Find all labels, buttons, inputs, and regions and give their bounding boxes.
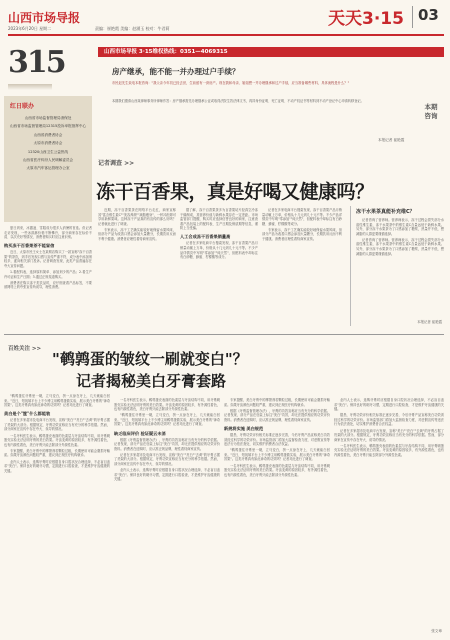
lower-sub-1: 美白是个"筐"什么都能装 [4,411,51,417]
partners-title: 红日联办 [10,103,35,110]
lead-kicker: 记者调查 >> [98,160,135,167]
lead-title: 冻干百香果，真是好喝又健康吗？ [96,181,374,203]
masthead-editors: 责编：崔艳霞 美编：赵涵玉 校对：牛君莉 [95,26,170,31]
sidebar-title: 冻干水果茶真能补充维C？ [356,209,415,215]
partner-item: 太原市消费者协会 [33,141,63,146]
lead-body-2b: 记者在多家电商平台搜索发现，冻干百香果产品月销量动辄上万单，价格从十几元到几十元不等。不少产品详情页中写明"零添加""纯天然"，但配料表中却标注有白砂糖、蜂蜜、柠檬酸等成分。 [180,241,258,260]
masthead-paper-name: 山西市场导报 [8,11,81,25]
partners-list [6,114,90,173]
logo-315 [8,44,65,92]
lower-col-4: 业内人士表示，选购牙膏时应根据自身口腔状况合理选择，不必盲目追求"美白"。保持良好的刷牙习惯，定期进行口腔检查，才是维护牙齿健康的关键。 据悉，牙膏功效评价相关标准正逐步完善，今后牙膏产品宣称美白功效须经过科学的功效评价。市场监管部门将加大监督检查力度，对虚假宣传等违法行为依法查处，切实维护消费者合法权益。 记者在多家超市及电商平台发现，宣称"美白""亮白""去黄"的牙膏占据了货架的大部分。根据规定，牙膏功效宣称应当有充分的科学依据。然而，部分商家在宣传中存在夸大、误导的情况。 一名牙科医生表示，鹌鹑蛋壳表面的色素层与牙齿结构不同，用牙膏刷蛋壳实验无法证明牙膏的美白效果。牙齿变黄的原因较多，有外源性着色，也有内源性着色，美白牙膏只能去除部分外源性色素。 张文章 [334,398,444,633]
lower-kicker: 百姓关注 >> [8,346,42,352]
lower-col-3: 专家提醒，美白牙膏中的摩擦剂若颗粒过粗，长期使用可能会磨损牙釉质。如果牙齿颜色问题较严重，建议到正规医疗机构就诊。 根据《牙膏监督管理办法》，牙膏的功效宣称应当有充分的科学依据。记者发现，部分产品在包装上标注"美白"功效，却无法提供相应的功效评价资料。消费者在选购时，应认准正规品牌，理性看待商家宣传。 新规将实施 美白规范 据悉，牙膏功效评价相关标准正逐步完善，今后牙膏产品宣称美白功效须经过科学的功效评价。市场监管部门将加大监督检查力度，对虚假宣传等违法行为依法查处，切实维护消费者合法权益。 "鹌鹑蛋往牙膏里一刷，立马变白，挤一点涂在牙上，几天就能白回来。"近日，短视频平台上不少博主用鹌鹑蛋做实验，展示美白牙膏的"神奇效果"。这类牙膏真有如此神奇的功效吗？记者对此进行了调查。 一名牙科医生表示，鹌鹑蛋壳表面的色素层与牙齿结构不同，用牙膏刷蛋壳实验无法证明牙膏的美白效果。牙齿变黄的原因较多，有外源性着色，也有内源性着色，美白牙膏只能去除部分外源性色素。 [224,398,330,477]
masthead-divider [412,6,413,28]
lower-col4-body: 业内人士表示，选购牙膏时应根据自身口腔状况合理选择，不必盲目追求"美白"。保持良好的刷牙习惯，定期进行口腔检查，才是维护牙齿健康的关键。 [334,398,444,412]
lower-col-1: "鹌鹑蛋往牙膏里一刷，立马变白，挤一点涂在牙上，几天就能白回来。"近日，短视频平台上不少博主用鹌鹑蛋做实验，展示美白牙膏的"神奇效果"。这类牙膏真有如此神奇的功效吗？记者对此进行了调查。 美白是个"筐"什么都能装 记者在多家超市及电商平台发现，宣称"美白""亮白""去黄"的牙膏占据了货架的大部分。根据规定，牙膏功效宣称应当有充分的科学依据。然而，部分商家在宣传中存在夸大、误导的情况。 一名牙科医生表示，鹌鹑蛋壳表面的色素层与牙齿结构不同，用牙膏刷蛋壳实验无法证明牙膏的美白效果。牙齿变黄的原因较多，有外源性着色，也有内源性着色，美白牙膏只能去除部分外源性色素。 专家提醒，美白牙膏中的摩擦剂若颗粒过粗，长期使用可能会磨损牙釉质。如果牙齿颜色问题较严重，建议到正规医疗机构就诊。 业内人士表示，选购牙膏时应根据自身口腔状况合理选择，不必盲目追求"美白"。保持良好的刷牙习惯，定期进行口腔检查，才是维护牙齿健康的关键。 [4,394,110,473]
left-head: 购买冻干百香果茶不能盲信 [4,243,55,249]
lower-title-line1: "鹌鹑蛋的皱纹一刷就变白"？ [52,350,248,368]
consult-feature [98,60,444,148]
lower-byline: 张文章 [431,629,442,633]
lead-body-3a: 记者在多家电商平台搜索发现，冻干百香果产品月销量动辄上万单，价格从十几元到几十元不等。不少产品详情页中写明"零添加""纯天然"，但配料表中却标注有白砂糖、蜂蜜、柠檬酸等成分。 [262,208,342,226]
lead-body-1b: 专家表示，冻干工艺确实能较好地保留水果风味，但部分产品为改善口感会添加大量糖分，长期饮用反而不利于健康。消费者应理性看待商家宣传。 [98,227,176,242]
left-article [4,226,92,330]
partner-item: 山西省市场监督管理局消保处 [24,116,72,120]
left-body: 近日，太原市民王女士在某网店购买了一款宣称"冻干百香果"的茶饮，到手后发现口感与宣传严重不符，成分表中添加剂较多，遂向相关部门投诉。记者调查发现，此类产品普遍存在夸大宣传问题。 1.看配料表，选择原料简单、添加剂少的产品；2.看生产许可证和生产日期；3.通过正规渠道购买。 消费者在购买冻干类饮品时，应仔细查看产品标签，不要被网络上的夸张宣传所误导，理性消费。 [4,250,92,290]
lower-title-line2: 记者揭秘美白牙膏套路 [76,372,227,390]
lead-body-3b: 专家表示，冻干工艺确实能较好地保留水果风味，但部分产品为改善口感会添加大量糖分，长期饮用反而不利于健康。消费者应理性看待商家宣传。 [262,227,342,242]
logo-text: 315 [8,45,65,80]
lower-col1-body-b: 记者在多家超市及电商平台发现，宣称"美白""亮白""去黄"的牙膏占据了货架的大部分。根据规定，牙膏功效宣称应当有充分的科学依据。然而，部分商家在宣传中存在夸大、误导的情况。 [4,418,110,432]
lower-col2-body-b: 根据《牙膏监督管理办法》，牙膏的功效宣称应当有充分的科学依据。记者发现，部分产品在包装上标注"美白"功效，却无法提供相应的功效评价资料。消费者在选购时，应认准正规品牌，理性看待商家宣传。 [114,437,220,451]
sidebar-byline: 本报记者 崔艳霞 [417,320,442,324]
partner-item: 山西省消费者协会 [33,132,63,137]
partner-item: 山西省医疗纠纷人民调解委员会 [22,158,74,163]
section-divider [4,334,444,335]
sidebar-body: 记者咨询了营养师。营养师表示，冻干过程会损失部分水溶性维生素，冻干水果茶中的维生素C含量远低于新鲜水果。另外，部分冻干水果茶为了口感添加了糖浆，热量并不低，想减脂的人群更要谨慎选择。 记者咨询了营养师。营养师表示，冻干过程会损失部分水溶性维生素，冻干水果茶中的维生素C含量远低于新鲜水果。另外，部分冻干水果茶为了口感添加了糖浆，热量并不低，想减脂的人群更要谨慎选择。 [356,218,444,256]
left-intro: 夏日到来，冰激凌、雪糕成为很多人消暑的首选。但记者走访发现，一些冰淇淋价格不断攀升，部分商家存在标价不清、以次充好等情况，消费者购买时应注意识别。 [4,226,92,240]
lower-col1-body: "鹌鹑蛋往牙膏里一刷，立马变白，挤一点涂在牙上，几天就能白回来。"近日，短视频平台上不少博主用鹌鹑蛋做实验，展示美白牙膏的"神奇效果"。这类牙膏真有如此神奇的功效吗？记者对此进行了调查。 [4,394,110,408]
section-title: 天天3·15 [328,9,404,29]
masthead-rule [8,34,444,36]
partner-item: 12320山西卫生公益热线 [27,149,69,154]
page-number: 03 [418,6,439,24]
consult-tag-line1: 本期 [424,103,438,111]
hotline-text: 山西市场导报 3·15维权热线：0351—4069315 [104,49,228,55]
partner-item: 太原市汽车客运管理办公室 [26,166,70,171]
lower-col-2: 一名牙科医生表示，鹌鹑蛋壳表面的色素层与牙齿结构不同，用牙膏刷蛋壳实验无法证明牙膏的美白效果。牙齿变黄的原因较多，有外源性着色，也有内源性着色，美白牙膏只能去除部分外源性色素。 "鹌鹑蛋往牙膏里一刷，立马变白，挤一点涂在牙上，几天就能白回来。"近日，短视频平台上不少博主用鹌鹑蛋做实验，展示美白牙膏的"神奇效果"。这类牙膏真有如此神奇的功效吗？记者对此进行了调查。 缺乏临床评价 验证疑云未消 根据《牙膏监督管理办法》，牙膏的功效宣称应当有充分的科学依据。记者发现，部分产品在包装上标注"美白"功效，却无法提供相应的功效评价资料。消费者在选购时，应认准正规品牌，理性看待商家宣传。 记者在多家超市及电商平台发现，宣称"美白""亮白""去黄"的牙膏占据了货架的大部分。根据规定，牙膏功效宣称应当有充分的科学依据。然而，部分商家在宣传中存在夸大、误导的情况。 业内人士表示，选购牙膏时应根据自身口腔状况合理选择，不必盲目追求"美白"。保持良好的刷牙习惯，定期进行口腔检查，才是维护牙齿健康的关键。 [114,398,220,482]
lower-sub-2: 缺乏临床评价 验证疑云未消 [114,430,166,436]
lower-sub-3: 新规将实施 美白规范 [224,425,264,431]
masthead [0,0,450,38]
sidebar-right [350,206,444,326]
consult-tag [418,102,444,126]
hotline-bar [98,47,444,57]
lead-col-2 [180,208,258,324]
partner-item: 山西省市场监督管理局12315投诉举报指挥中心 [9,124,87,129]
consult-intro: 市民赵先生致电本报咨询："我父亲今年初已经去世，生前留有一套房产。现在我和母亲、姐姐想一并办理继承和过户手续，应当准备哪些材料，具体流程是什么？" [112,81,350,85]
consult-byline: 本报记者 崔艳霞 [378,138,405,142]
consult-body: 本期我们邀请山西某律师事务所律师作答：房产继承需先办理继承公证或取得法院生效法律文书，再持身份证明、死亡证明、不动产权证书等材料到不动产登记中心申请转移登记。 [112,99,364,103]
lower-col3-body-b: 据悉，牙膏功效评价相关标准正逐步完善，今后牙膏产品宣称美白功效须经过科学的功效评价。市场监管部门将加大监督检查力度，对虚假宣传等违法行为依法查处，切实维护消费者合法权益。 [224,432,330,447]
logo-shadow-icon [8,84,52,90]
lower-col3-body: 专家提醒，美白牙膏中的摩擦剂若颗粒过粗，长期使用可能会磨损牙釉质。如果牙齿颜色问题较严重，建议到正规医疗机构就诊。 [224,398,330,407]
lead-body-1: 近期，冻干百香果茶在网络平台走红，商家宣称其"富含维生素C""美容养颜""减脂瘦身"，一杯冲泡即可享用新鲜果味。这种冻干产品真的有宣传的那么好吗？记者就此进行了调查。 [98,208,176,226]
masthead-date: 2023年6月20日 星期二 [8,26,52,31]
lead-col-3 [262,208,342,324]
consult-tag-line2: 咨询 [424,112,438,120]
lead-col-1 [98,208,176,324]
lower-col2-body: 一名牙科医生表示，鹌鹑蛋壳表面的色素层与牙齿结构不同，用牙膏刷蛋壳实验无法证明牙膏的美白效果。牙齿变黄的原因较多，有外源性着色，也有内源性着色，美白牙膏只能去除部分外源性色素。 [114,398,220,412]
lead-body-2a: 据了解，冻干百香果茶多为百香果切片经真空冷冻干燥制成，其营养价值与新鲜水果存在一定差距。市场监管部门提醒，购买时应选择信誉良好的商家，注意查看产品包装上的配料表、生产日期及保质期等信息，谨防上当受骗。 [180,208,258,231]
lead-subhead: 人工合成冻干百香果销量高 [180,234,231,240]
partners-box [4,96,92,222]
consult-title: 房产继承，能不能一并办理过户手续？ [112,67,240,76]
